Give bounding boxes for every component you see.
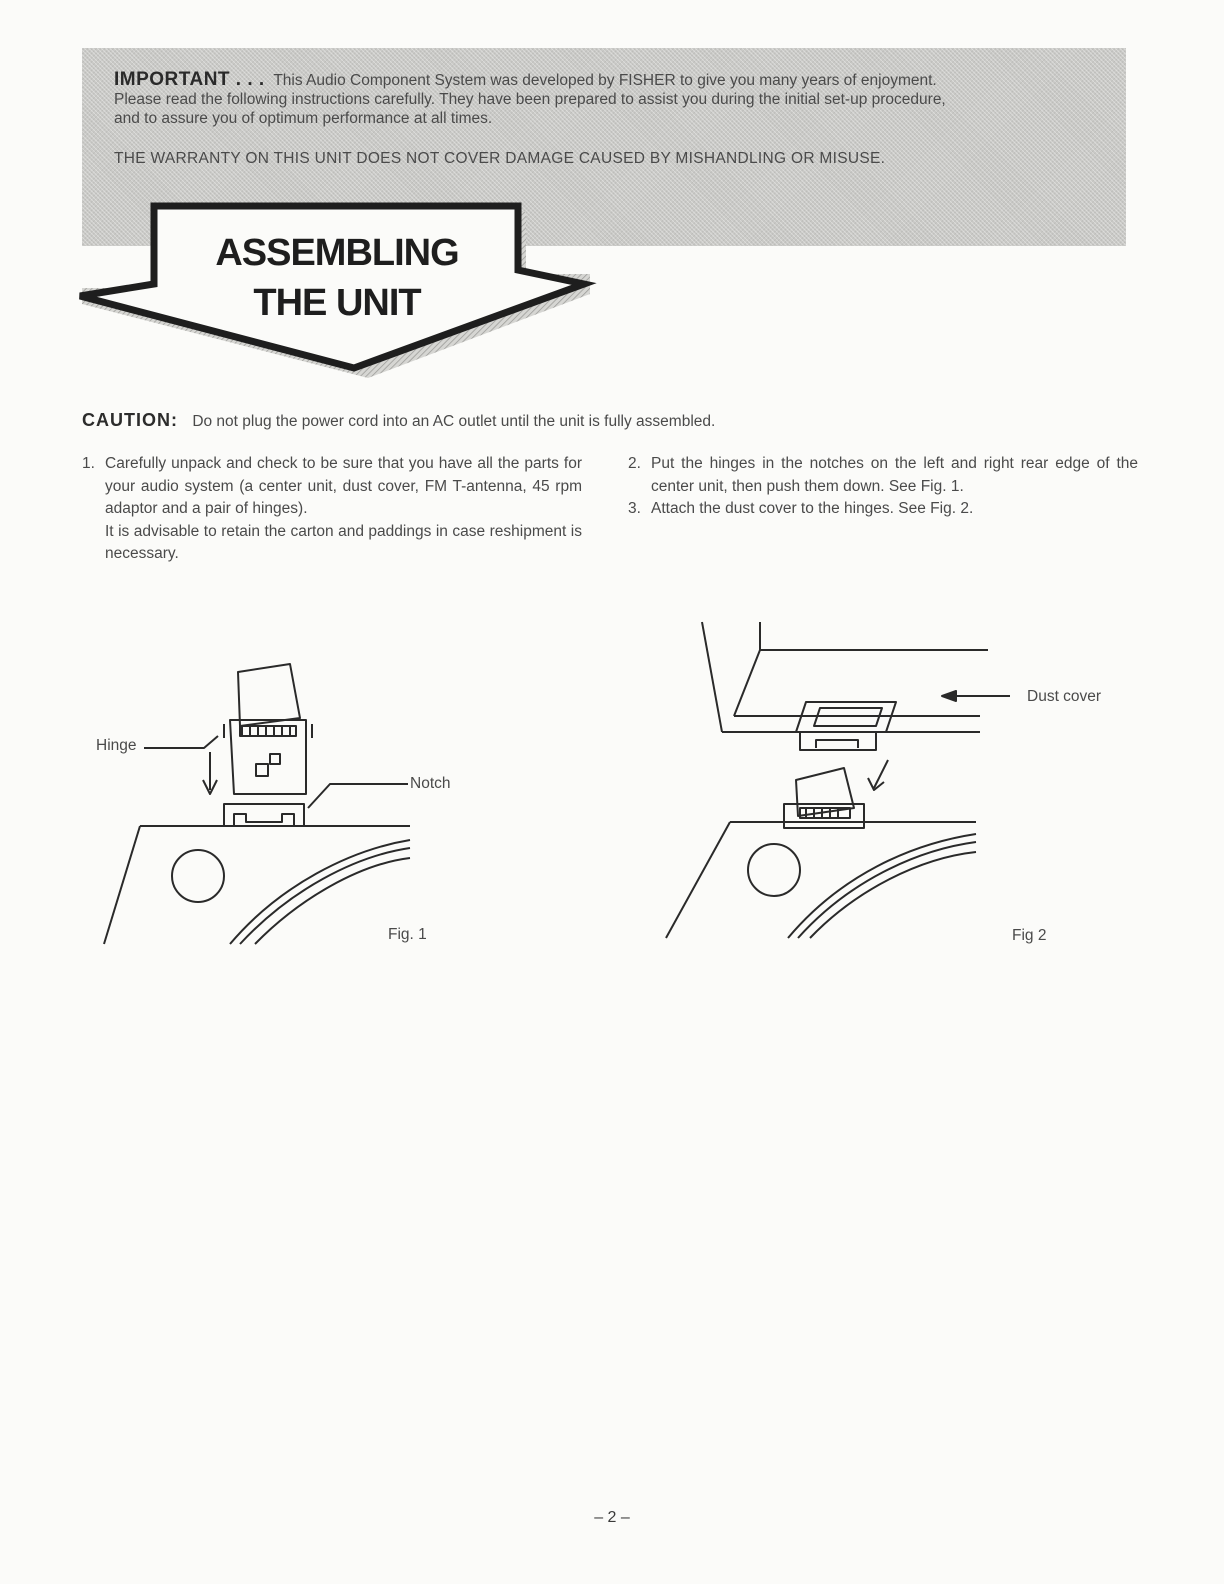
caution-label: CAUTION: [82, 410, 178, 430]
caution-text: Do not plug the power cord into an AC outlet until the unit is fully assembled. [192, 413, 716, 430]
figure-2-caption: Fig 2 [1012, 927, 1047, 944]
dust-cover-label: Dust cover [1027, 688, 1102, 705]
step-3 [628, 498, 1138, 521]
step-text: Carefully unpack and check to be sure that you have all the parts for your audio system (a center unit, dust cover, FM T-antenna, 45 rpm adaptor and a pair of hinges). [105, 455, 582, 517]
page-number: – 2 – [594, 1509, 630, 1526]
step-text: Put the hinges in the notches on the left and right rear edge of the center unit, then push them down. See Fig. 1. [651, 455, 1138, 495]
step-number: 1. [82, 455, 95, 472]
important-line2: Please read the following instructions carefully. They have been prepared to assist you during the initial set-up procedure, [114, 91, 946, 108]
steps-left-column [82, 453, 582, 566]
important-heading: IMPORTANT . . . [114, 69, 265, 90]
figure-1-illustration [90, 660, 430, 950]
important-intro: This Audio Component System was developed by FISHER to give you many years of enjoyment. [273, 72, 937, 89]
step-number: 3. [628, 500, 641, 517]
notch-label: Notch [410, 775, 451, 792]
section-heading-line2: THE UNIT [253, 282, 421, 324]
important-line3: and to assure you of optimum performance at all times. [114, 110, 493, 127]
caution-notice [82, 410, 1142, 431]
figure-2-illustration [660, 620, 1010, 950]
warranty-notice: THE WARRANTY ON THIS UNIT DOES NOT COVER DAMAGE CAUSED BY MISHANDLING OR MISUSE. [114, 150, 886, 167]
section-heading [172, 228, 502, 328]
steps-right-column [628, 453, 1138, 521]
step-2 [628, 453, 1138, 498]
figure-1-caption: Fig. 1 [388, 926, 427, 943]
important-line1 [114, 70, 1096, 90]
section-heading-line1: ASSEMBLING [215, 232, 459, 274]
step-number: 2. [628, 455, 641, 472]
hinge-label: Hinge [96, 737, 137, 754]
step-1 [82, 453, 582, 566]
step-note: It is advisable to retain the carton and paddings in case reshipment is necessary. [105, 522, 582, 562]
step-text: Attach the dust cover to the hinges. See Fig. 2. [651, 500, 974, 517]
